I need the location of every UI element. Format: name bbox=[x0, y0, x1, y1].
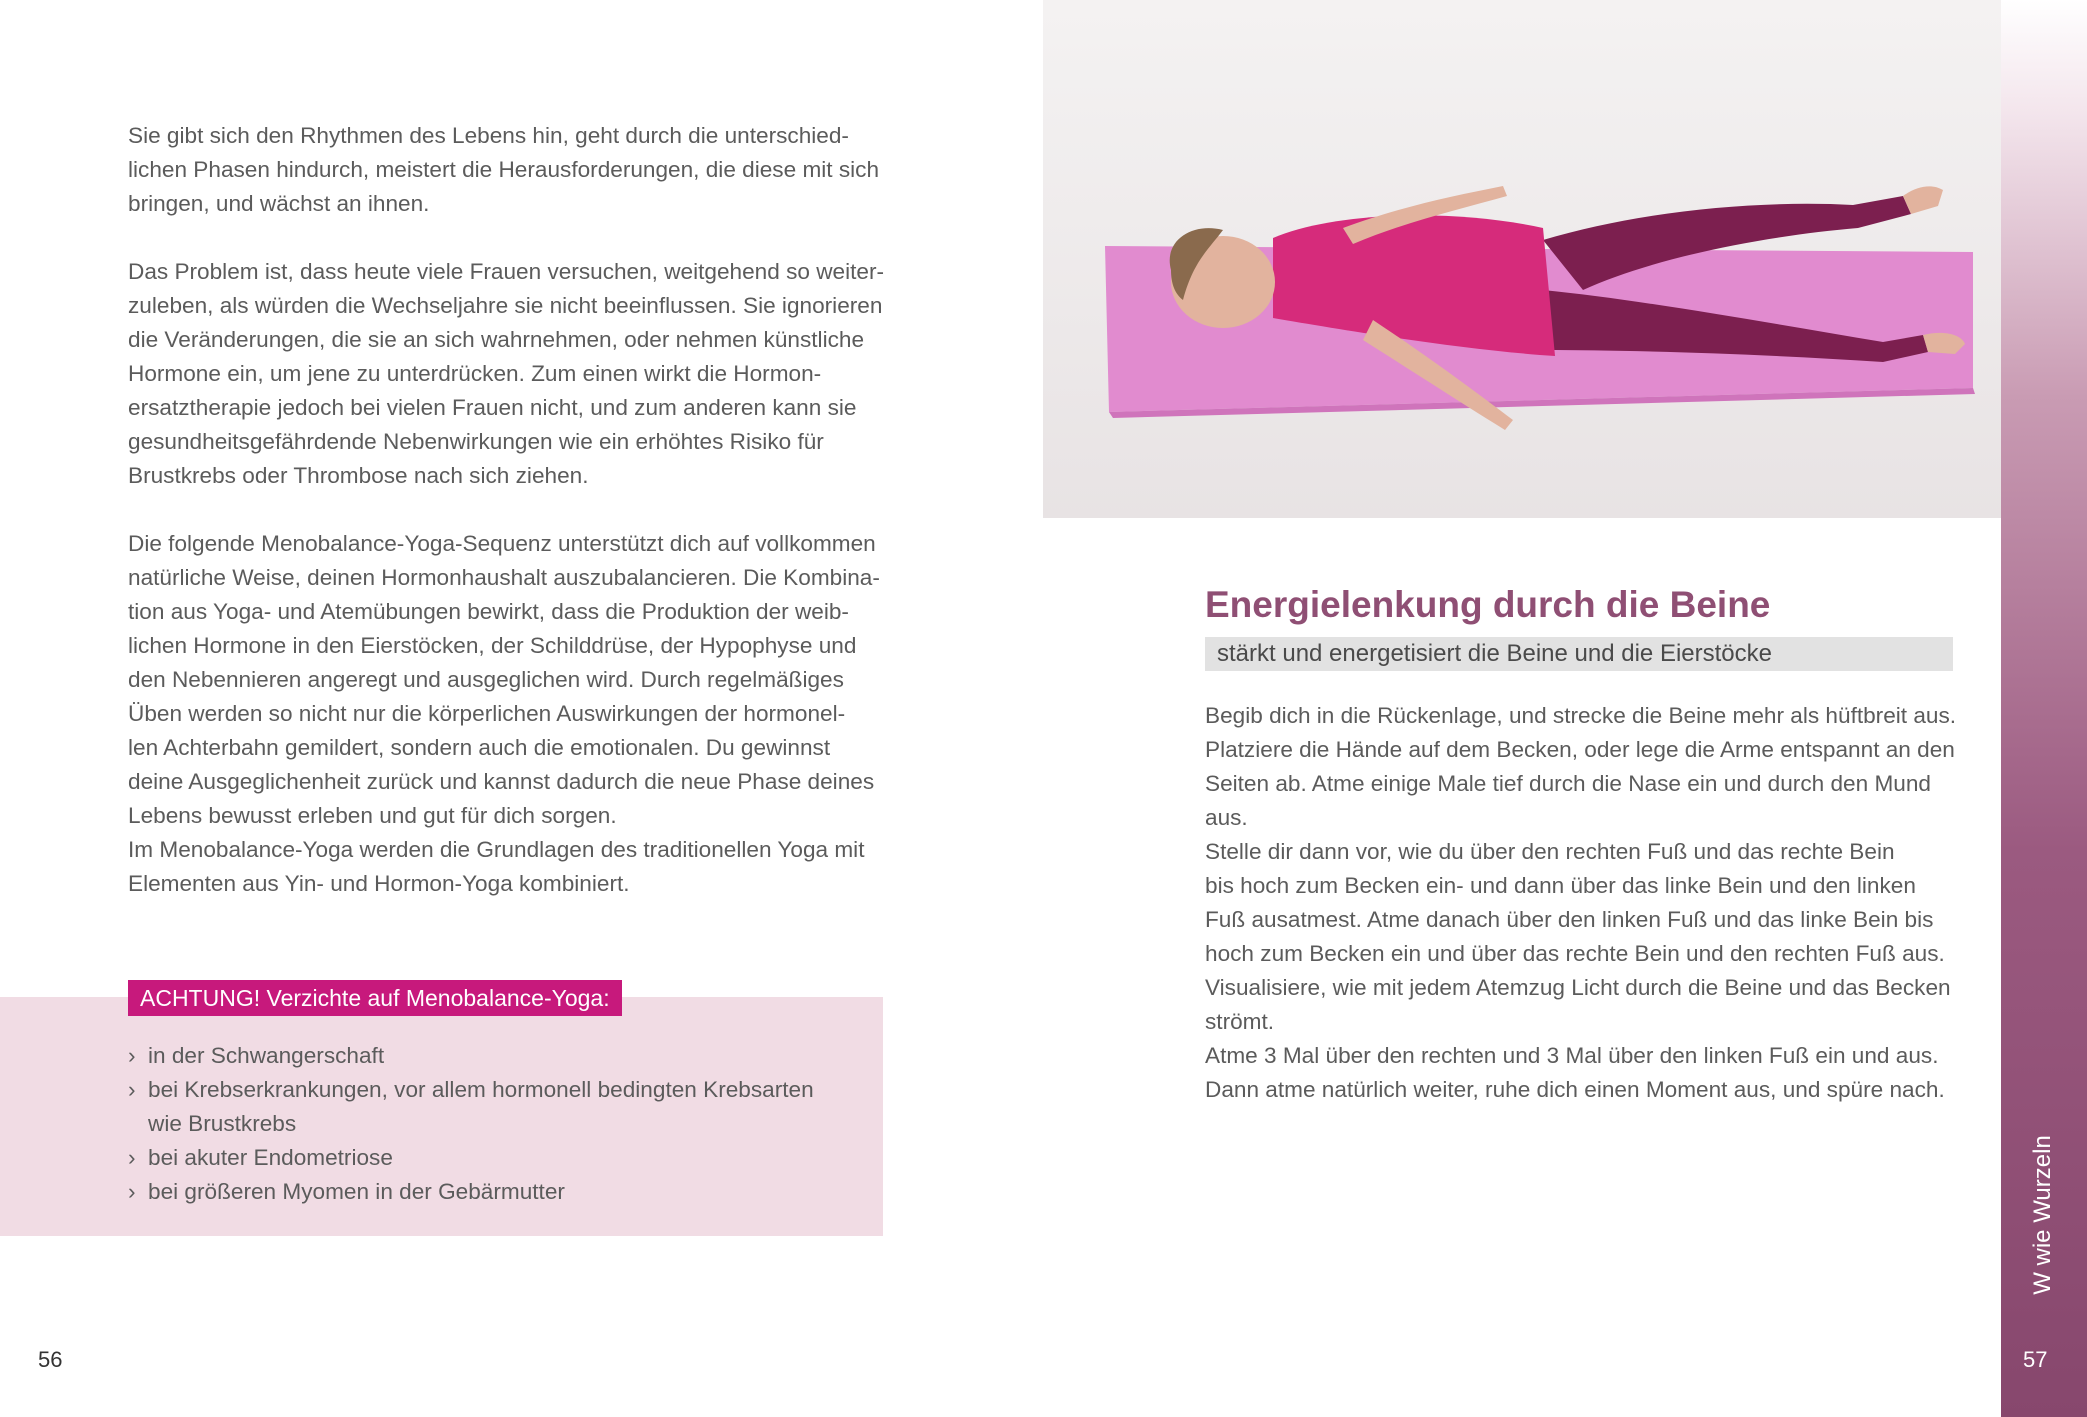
bullet-icon: › bbox=[128, 1077, 136, 1102]
page-number-right: 57 bbox=[2023, 1347, 2048, 1372]
text-line: Die folgende Menobalance-Yoga-Sequenz unterstützt dich auf vollkommen bbox=[128, 531, 876, 556]
list-item bbox=[128, 1141, 868, 1175]
text-line: Lebens bewusst erleben und gut für dich sorgen. bbox=[128, 803, 617, 828]
text-line: Seiten ab. Atme einige Male tief durch die Nase ein und durch den Mund aus. bbox=[1205, 771, 1931, 830]
text-line: strömt. bbox=[1205, 1009, 1275, 1034]
text-line: Brustkrebs oder Thrombose nach sich ziehen. bbox=[128, 463, 589, 488]
list-item bbox=[128, 1175, 868, 1209]
bullet-icon: › bbox=[128, 1145, 136, 1170]
text-line: bringen, und wächst an ihnen. bbox=[128, 191, 430, 216]
text-line: hoch zum Becken ein und über das rechte Bein und den rechten Fuß aus. bbox=[1205, 941, 1945, 966]
chapter-label: W wie Wurzeln bbox=[2029, 1135, 2056, 1295]
left-page bbox=[0, 0, 1043, 1417]
text-line: Visualisiere, wie mit jedem Atemzug Licht durch die Beine und das Becken bbox=[1205, 975, 1951, 1000]
warning-list bbox=[128, 1039, 868, 1209]
list-item-text: in der Schwangerschaft bbox=[148, 1043, 385, 1068]
list-item-text: bei akuter Endometriose bbox=[148, 1145, 393, 1170]
text-line: deine Ausgeglichenheit zurück und kannst dadurch die neue Phase deines bbox=[128, 769, 875, 794]
text-line: gesundheitsgefährdende Nebenwirkungen wie ein erhöhtes Risiko für bbox=[128, 429, 824, 454]
right-page bbox=[1043, 0, 2087, 1417]
exercise-subtitle: stärkt und energetisiert die Beine und die Eierstöcke bbox=[1205, 637, 1953, 671]
text-line: lichen Hormone in den Eierstöcken, der Schilddrüse, der Hypophyse und bbox=[128, 633, 857, 658]
text-line: Stelle dir dann vor, wie du über den rechten Fuß und das rechte Bein bbox=[1205, 839, 1895, 864]
text-line: Elementen aus Yin- und Hormon-Yoga kombiniert. bbox=[128, 871, 630, 896]
text-line: tion aus Yoga- und Atemübungen bewirkt, dass die Produktion der weib- bbox=[128, 599, 849, 624]
list-item bbox=[128, 1039, 868, 1073]
text-line: ersatztherapie jedoch bei vielen Frauen nicht, und zum anderen kann sie bbox=[128, 395, 857, 420]
list-item bbox=[128, 1073, 868, 1141]
text-line: den Nebennieren angeregt und ausgeglichen wird. Durch regelmäßiges bbox=[128, 667, 844, 692]
bullet-icon: › bbox=[128, 1179, 136, 1204]
text-line: Sie gibt sich den Rhythmen des Lebens hin, geht durch die unterschied- bbox=[128, 123, 849, 148]
text-line: Fuß ausatmest. Atme danach über den linken Fuß und das linke Bein bis bbox=[1205, 907, 1934, 932]
paragraph-2 bbox=[128, 255, 888, 493]
text-line: Hormone ein, um jene zu unterdrücken. Zum einen wirkt die Hormon- bbox=[128, 361, 822, 386]
exercise-instructions bbox=[1205, 699, 1975, 1107]
text-line: Das Problem ist, dass heute viele Frauen versuchen, weitgehend so weiter- bbox=[128, 259, 885, 284]
text-line: len Achterbahn gemildert, sondern auch die emotionalen. Du gewinnst bbox=[128, 735, 831, 760]
text-line: Dann atme natürlich weiter, ruhe dich einen Moment aus, und spüre nach. bbox=[1205, 1077, 1945, 1102]
text-line: Im Menobalance-Yoga werden die Grundlagen des traditionellen Yoga mit bbox=[128, 837, 865, 862]
yoga-pose-photo bbox=[1043, 0, 2001, 518]
paragraph-3 bbox=[128, 527, 888, 901]
page-number-left: 56 bbox=[38, 1347, 63, 1372]
yoga-pose-illustration bbox=[1043, 0, 2001, 518]
text-line: die Veränderungen, die sie an sich wahrnehmen, oder nehmen künstliche bbox=[128, 327, 865, 352]
warning-label: ACHTUNG! Verzichte auf Menobalance-Yoga: bbox=[128, 980, 622, 1016]
text-line: Atme 3 Mal über den rechten und 3 Mal über den linken Fuß ein und aus. bbox=[1205, 1043, 1939, 1068]
text-line: Platziere die Hände auf dem Becken, oder lege die Arme entspannt an den bbox=[1205, 737, 1955, 762]
text-line: zuleben, als würden die Wechseljahre sie nicht beeinflussen. Sie ignorieren bbox=[128, 293, 883, 318]
text-line: natürliche Weise, deinen Hormonhaushalt auszubalancieren. Die Kombina- bbox=[128, 565, 880, 590]
bullet-icon: › bbox=[128, 1043, 136, 1068]
text-line: Üben werden so nicht nur die körperlichen Auswirkungen der hormonel- bbox=[128, 701, 846, 726]
list-item-text: wie Brustkrebs bbox=[148, 1111, 297, 1136]
text-line: bis hoch zum Becken ein- und dann über das linke Bein und den linken bbox=[1205, 873, 1916, 898]
paragraph-1 bbox=[128, 119, 888, 221]
text-line: Begib dich in die Rückenlage, und strecke die Beine mehr als hüftbreit aus. bbox=[1205, 703, 1957, 728]
text-line: lichen Phasen hindurch, meistert die Herausforderungen, die diese mit sich bbox=[128, 157, 880, 182]
exercise-title: Energielenkung durch die Beine bbox=[1205, 584, 1771, 625]
list-item-text: bei größeren Myomen in der Gebärmutter bbox=[148, 1179, 565, 1204]
list-item-text: bei Krebserkrankungen, vor allem hormonell bedingten Krebsarten bbox=[148, 1077, 814, 1102]
